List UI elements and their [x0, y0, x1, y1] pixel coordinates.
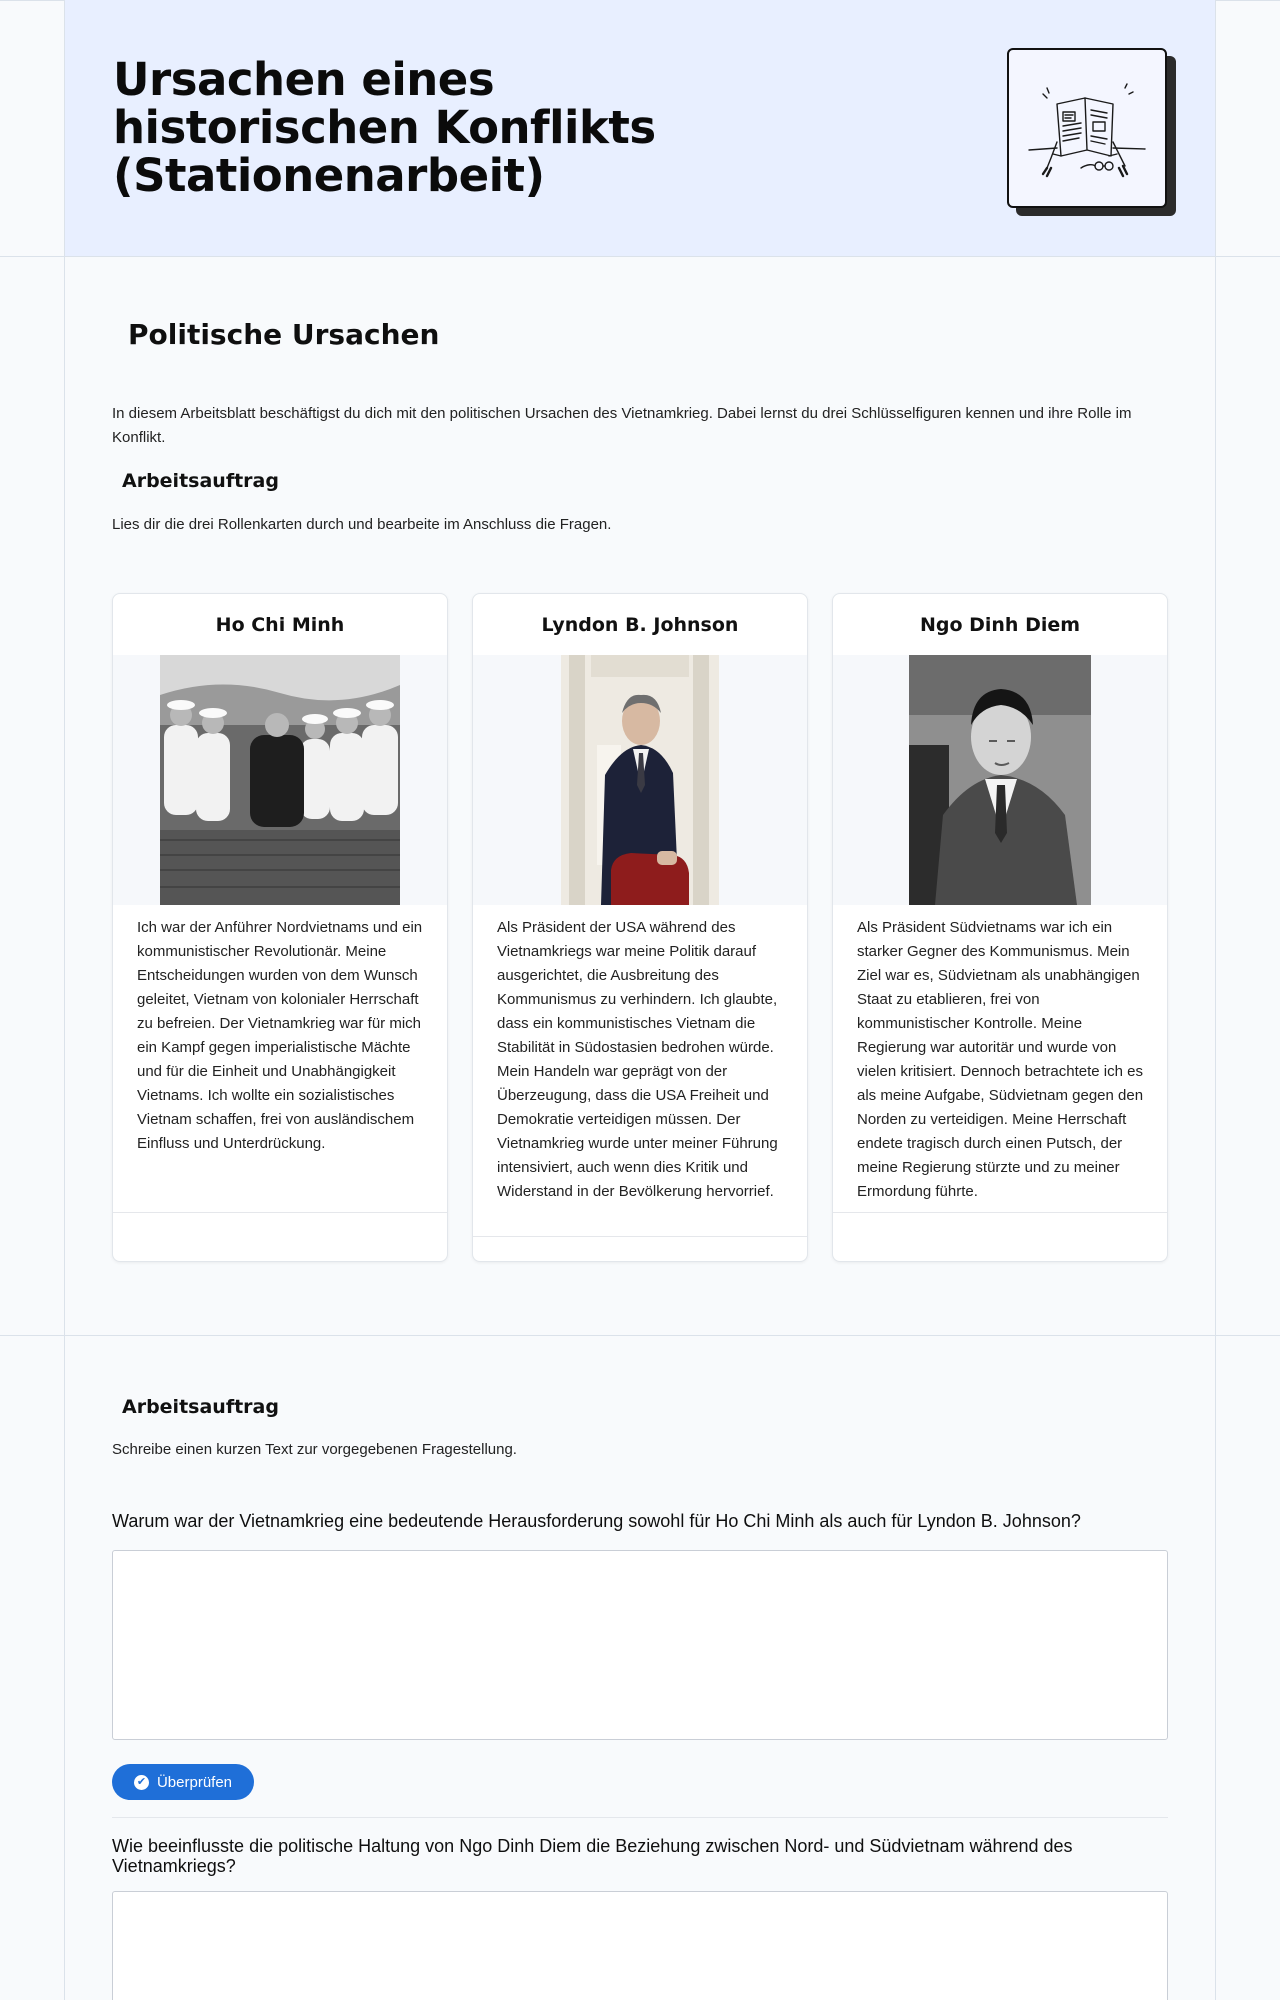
card-footer-divider: [113, 1212, 447, 1213]
task-heading-2: Arbeitsauftrag: [122, 1396, 279, 1418]
page-title: Ursachen eines historischen Konflikts (Stationenarbeit): [113, 53, 656, 202]
intro-text: In diesem Arbeitsblatt beschäftigst du dich mit den politischen Ursachen des Vietnamkrieg. Dabei lernst du drei Schlüsselfiguren kennen und ihre Rolle im Konflikt.: [112, 405, 1132, 446]
card-text: Als Präsident der USA während des Vietnamkriegs war meine Politik darauf ausgerichtet, die Ausbreitung des Kommunismus zu verhindern. Ich glaubte, dass ein kommunistisches Vietnam die Stabilität in Südostasien bedrohen würde. Mein Handeln war geprägt von der Überzeugung, dass die USA Freiheit und Demokratie verteidigen müssen. Der Vietnamkrieg wurde unter meiner Führung intensiviert, auch wenn dies Kritik und Widerstand in der Bevölkerung hervorrief.: [497, 919, 778, 1200]
question-2: Wie beeinflusste die politische Haltung von Ngo Dinh Diem die Beziehung zwischen Nord- und Südvietnam während des Vietnamkriegs?: [112, 1836, 1073, 1876]
page-header: [65, 0, 1215, 256]
ngo-dinh-diem-photo: [909, 655, 1091, 905]
check-button-label: Überprüfen: [156, 1773, 233, 1791]
role-card-ngo-dinh-diem: [832, 593, 1168, 1262]
header-divider: [0, 256, 1280, 257]
check-button[interactable]: [112, 1764, 254, 1800]
role-card-ho-chi-minh: [112, 593, 448, 1262]
card-image-area: [833, 655, 1167, 905]
answer-field-2[interactable]: [112, 1891, 1168, 2000]
task-text-2: Schreibe einen kurzen Text zur vorgegebenen Fragestellung.: [112, 1441, 517, 1458]
section-title-politische-ursachen: Politische Ursachen: [128, 318, 440, 351]
card-text: Ich war der Anführer Nordvietnams und ein kommunistischer Revolutionär. Meine Entscheidungen wurden von dem Wunsch geleitet, Vietnam von kolonialer Herrschaft zu befreien. Der Vietnamkrieg war für mich ein Kampf gegen imperialistische Mächte und für die Einheit und Unabhängigkeit Vietnams. Ich wollte ein sozialistisches Vietnam schaffen, frei von ausländischem Einfluss und Unterdrückung.: [137, 919, 423, 1152]
card-name: Ngo Dinh Diem: [919, 614, 1081, 636]
task-heading-1: Arbeitsauftrag: [122, 470, 279, 492]
grid-line-left: [64, 0, 65, 2000]
grid-line-right: [1215, 0, 1216, 2000]
card-footer-divider: [833, 1212, 1167, 1213]
card-footer-divider: [473, 1236, 807, 1237]
card-name: Ho Chi Minh: [215, 614, 345, 636]
answer-field-1[interactable]: [112, 1550, 1168, 1740]
reading-newspaper-icon: [1017, 58, 1157, 198]
role-card-lyndon-b-johnson: [472, 593, 808, 1262]
section-divider: [0, 1335, 1280, 1336]
card-image-area: [473, 655, 807, 905]
question-1: Warum war der Vietnamkrieg eine bedeutende Herausforderung sowohl für Ho Chi Minh als auch für Lyndon B. Johnson?: [112, 1511, 1081, 1531]
ho-chi-minh-photo: [160, 655, 400, 905]
card-image-area: [113, 655, 447, 905]
card-name: Lyndon B. Johnson: [541, 614, 739, 636]
question-separator: [112, 1817, 1168, 1818]
lyndon-b-johnson-photo: [561, 655, 719, 905]
illustration-card: [1007, 48, 1167, 208]
check-circle-icon: ✔: [134, 1775, 149, 1790]
task-text-1: Lies dir die drei Rollenkarten durch und bearbeite im Anschluss die Fragen.: [112, 516, 612, 533]
card-text: Als Präsident Südvietnams war ich ein starker Gegner des Kommunismus. Mein Ziel war es, Südvietnam als unabhängigen Staat zu etablieren, frei von kommunistischer Kontrolle. Meine Regierung war autoritär und wurde von vielen kritisiert. Dennoch betrachtete ich es als meine Aufgabe, Südvietnam gegen den Norden zu verteidigen. Meine Herrschaft endete tragisch durch einen Putsch, der meine Regierung stürzte und zu meiner Ermordung führte.: [857, 919, 1144, 1200]
